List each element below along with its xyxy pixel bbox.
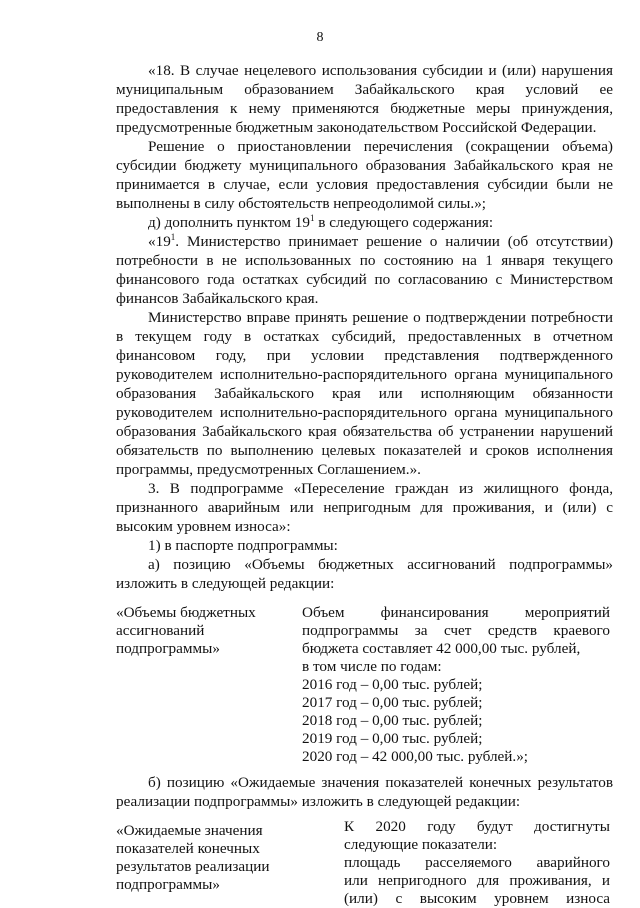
text-line: предоставления к нему применяются бюджетные меры принуждения,: [116, 100, 613, 117]
table-value: площадь расселяемого аварийного: [344, 854, 610, 871]
text-line: предусмотренные бюджетным законодательством Российской Федерации.: [116, 119, 597, 136]
table-value: 2016 год – 0,00 тыс. рублей;: [302, 676, 483, 693]
text-line: обязательств по выполнению целевых показателей и сроков исполнения: [116, 442, 613, 459]
page-number: 8: [316, 30, 324, 45]
text-line: а) позицию «Объемы бюджетных ассигнований подпрограммы»: [148, 556, 613, 573]
table-value: Объем финансирования мероприятий: [302, 604, 610, 621]
text-line: в текущем году в остатках субсидий, предоставленных в отчетном: [116, 328, 613, 345]
text-line: изложить в следующей редакции:: [116, 575, 335, 592]
table-value: 2018 год – 0,00 тыс. рублей;: [302, 712, 483, 729]
text-line: руководителем исполнительно-распорядительного органа муниципального: [116, 404, 613, 421]
table-value: или непригодного для проживания, и: [344, 872, 610, 889]
text-line: [148, 214, 613, 232]
table-value: 2020 год – 42 000,00 тыс. рублей.»;: [302, 748, 529, 765]
text-line: программы, предусмотренных Соглашением.».: [116, 461, 421, 478]
text-line: 3. В подпрограмме «Переселение граждан из жилищного фонда,: [148, 480, 613, 497]
table-label: показателей конечных: [116, 840, 260, 857]
superscript: 1: [309, 212, 315, 223]
text-span: «19: [148, 233, 171, 250]
text-line: выполнены в силу обстоятельств непреодолимой силы.»;: [116, 195, 487, 212]
text-line: [148, 233, 613, 251]
text-line: финансового года остатках субсидий по согласованию с Министерством: [116, 271, 613, 288]
text-line: 1) в паспорте подпрограммы:: [148, 537, 338, 554]
table-label: подпрограммы»: [116, 876, 220, 893]
text-span: д) дополнить пунктом 19: [148, 214, 310, 231]
table-value: (или) с высоким уровнем износа: [344, 890, 610, 907]
superscript: 1: [170, 231, 176, 242]
text-line: образования Забайкальского края обязательства об устранении нарушений: [116, 423, 613, 440]
text-line: финансов Забайкальского края.: [116, 290, 319, 307]
text-span: в следующего содержания:: [314, 214, 494, 231]
table-value: в том числе по годам:: [302, 658, 442, 675]
text-line: образования Забайкальского края или исполняющим обязанности: [116, 385, 613, 402]
table-value: бюджета составляет 42 000,00 тыс. рублей,: [302, 640, 581, 657]
table-value: К 2020 году будут достигнуты: [344, 818, 610, 835]
text-line: высоким уровнем износа»:: [116, 518, 291, 535]
text-span: . Министерство принимает решение о наличии (об отсутствии): [175, 233, 613, 250]
text-line: финансовом году, при условии представления подтвержденного: [116, 347, 613, 364]
text-line: б) позицию «Ожидаемые значения показателей конечных результатов: [148, 774, 613, 791]
text-line: субсидии бюджету муниципального образования Забайкальского края не: [116, 157, 613, 174]
text-line: потребности в не использованных по состоянию на 1 января текущего: [116, 252, 613, 269]
text-line: муниципальным образованием Забайкальского края условий ее: [116, 81, 613, 98]
table-value: 2017 год – 0,00 тыс. рублей;: [302, 694, 483, 711]
text-line: руководителем исполнительно-распорядительного органа муниципального: [116, 366, 613, 383]
table-value: подпрограммы за счет средств краевого: [302, 622, 610, 639]
table-label: ассигнований: [116, 622, 205, 639]
table-label: подпрограммы»: [116, 640, 220, 657]
table-label: результатов реализации: [116, 858, 270, 875]
text-line: принимается в случае, если условия предоставления субсидии были не: [116, 176, 613, 193]
text-line: признанного аварийным или непригодным для проживания, и (или) с: [116, 499, 613, 516]
text-line: Решение о приостановлении перечисления (сокращении объема): [148, 138, 613, 155]
text-line: реализации подпрограммы» изложить в следующей редакции:: [116, 793, 521, 810]
table-label: «Ожидаемые значения: [116, 822, 263, 839]
text-line: «18. В случае нецелевого использования субсидии и (или) нарушения: [148, 62, 613, 79]
table-label: «Объемы бюджетных: [116, 604, 256, 621]
table-value: 2019 год – 0,00 тыс. рублей;: [302, 730, 483, 747]
text-line: Министерство вправе принять решение о подтверждении потребности: [148, 309, 613, 326]
table-value: следующие показатели:: [344, 836, 498, 853]
